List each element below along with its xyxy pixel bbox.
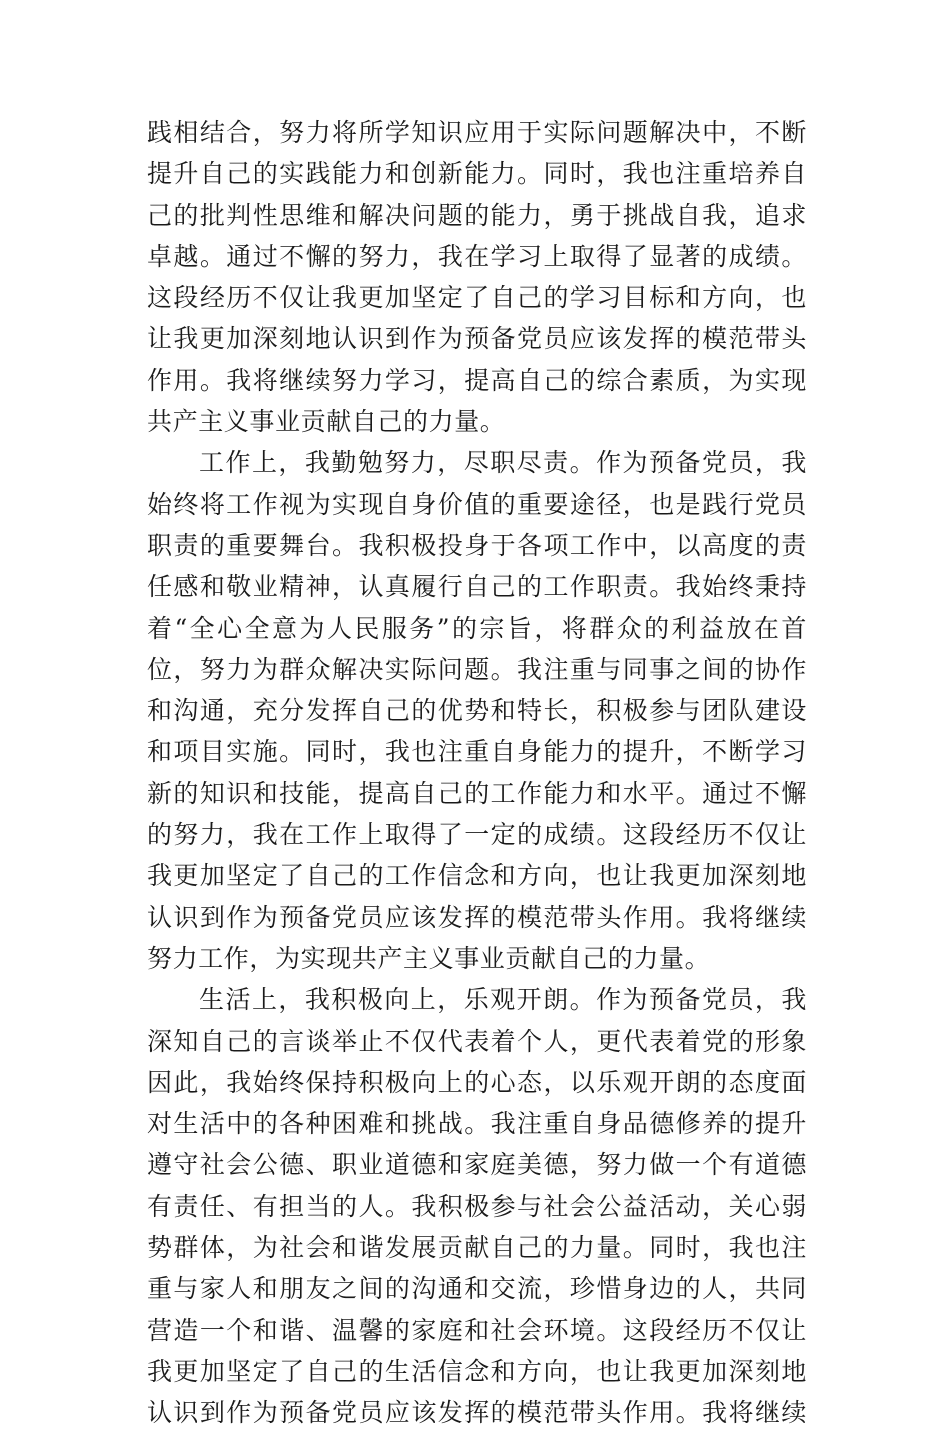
text-line: 势群体，为社会和谐发展贡献自己的力量。同时，我也注 — [147, 1233, 807, 1263]
text-line: 努力工作，为实现共产主义事业贡献自己的力量。 — [147, 943, 711, 973]
text-line: 的努力，我在工作上取得了一定的成绩。这段经历不仅让 — [147, 820, 807, 850]
text-line: 和项目实施。同时，我也注重自身能力的提升，不断学习 — [147, 737, 807, 767]
text-line: 工作上，我勤勉努力，尽职尽责。作为预备党员，我 — [199, 448, 807, 478]
text-line: 提升自己的实践能力和创新能力。同时，我也注重培养自 — [147, 159, 807, 189]
paragraph-work — [147, 442, 807, 979]
text-line: 和沟通，充分发挥自己的优势和特长，积极参与团队建设 — [147, 696, 807, 726]
text-line: 营造一个和谐、温馨的家庭和社会环境。这段经历不仅让 — [147, 1315, 807, 1345]
paragraph-study — [147, 112, 807, 442]
text-line: 认识到作为预备党员应该发挥的模范带头作用。我将继续 — [147, 1398, 807, 1428]
text-line: 深知自己的言谈举止不仅代表着个人，更代表着党的形象 — [147, 1026, 807, 1056]
text-line: 职责的重要舞台。我积极投身于各项工作中，以高度的责 — [147, 530, 807, 560]
text-line: 始终将工作视为实现自身价值的重要途径，也是践行党员 — [147, 489, 807, 519]
text-line: 共产主义事业贡献自己的力量。 — [147, 407, 506, 437]
text-line: 这段经历不仅让我更加坚定了自己的学习目标和方向，也 — [147, 283, 807, 313]
text-line: 认识到作为预备党员应该发挥的模范带头作用。我将继续 — [147, 902, 807, 932]
text-line: 遵守社会公德、职业道德和家庭美德，努力做一个有道德 — [147, 1150, 807, 1180]
text-line: 让我更加深刻地认识到作为预备党员应该发挥的模范带头 — [147, 324, 807, 354]
text-line: 有责任、有担当的人。我积极参与社会公益活动，关心弱 — [147, 1191, 807, 1221]
text-line: 我更加坚定了自己的工作信念和方向，也让我更加深刻地 — [147, 861, 807, 891]
text-line: 对生活中的各种困难和挑战。我注重自身品德修养的提升 — [147, 1109, 807, 1139]
text-line: 重与家人和朋友之间的沟通和交流，珍惜身边的人，共同 — [147, 1274, 807, 1304]
paragraph-life — [147, 979, 807, 1433]
text-line: 位，努力为群众解决实际问题。我注重与同事之间的协作 — [147, 654, 807, 684]
text-line: 践相结合，努力将所学知识应用于实际问题解决中，不断 — [147, 118, 807, 147]
document-body — [147, 112, 807, 1434]
text-line: 任感和敬业精神，认真履行自己的工作职责。我始终秉持 — [147, 572, 807, 602]
text-line: 着“全心全意为人民服务”的宗旨，将群众的利益放在首 — [147, 613, 807, 643]
text-line: 生活上，我积极向上，乐观开朗。作为预备党员，我 — [199, 985, 807, 1015]
text-line: 我更加坚定了自己的生活信念和方向，也让我更加深刻地 — [147, 1356, 807, 1386]
text-line: 作用。我将继续努力学习，提高自己的综合素质，为实现 — [147, 365, 807, 395]
text-line: 己的批判性思维和解决问题的能力，勇于挑战自我，追求 — [147, 200, 807, 230]
text-line: 新的知识和技能，提高自己的工作能力和水平。通过不懈 — [147, 778, 807, 808]
text-line: 卓越。通过不懈的努力，我在学习上取得了显著的成绩。 — [147, 241, 807, 271]
text-line: 因此，我始终保持积极向上的心态，以乐观开朗的态度面 — [147, 1067, 807, 1097]
